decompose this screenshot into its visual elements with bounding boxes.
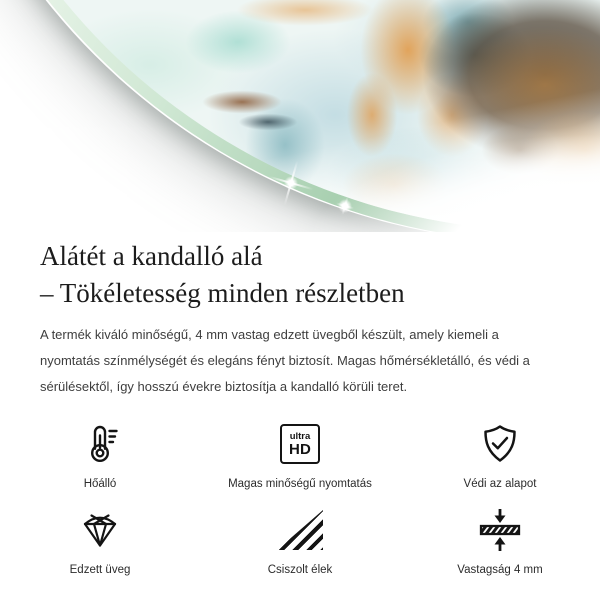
- ultra-hd-text-top: ultra: [289, 430, 311, 442]
- page-title-line1: Alátét a kandalló alá: [40, 241, 263, 271]
- feature-label: Vastagság 4 mm: [457, 564, 543, 576]
- ultra-hd-text-bottom: HD: [288, 440, 312, 458]
- ultra-hd-icon: [280, 420, 320, 468]
- diamond-icon: [78, 506, 122, 554]
- thickness-icon: [477, 506, 523, 554]
- feature-label: Védi az alapot: [463, 478, 537, 490]
- feature-thickness: [400, 506, 600, 576]
- shield-check-icon: [478, 420, 522, 468]
- feature-label: Csiszolt élek: [267, 564, 333, 576]
- product-photo: [0, 0, 600, 232]
- feature-label: Edzett üveg: [69, 564, 131, 576]
- product-content: [0, 232, 600, 400]
- feature-polished-edges: [200, 506, 400, 576]
- feature-label: Magas minőségű nyomtatás: [228, 478, 372, 490]
- product-description: A termék kiváló minőségű, 4 mm vastag edzett üvegből készült, amely kiemeli a nyomtatás színmélységét és elegáns fényt biztosít. Magas hőmérsékletálló, és védi a sérülésektől, így hosszú évekre biztosítja a kandalló körüli teret.: [40, 327, 530, 394]
- page-title-line2: – Tökéletesség minden részletben: [40, 278, 405, 308]
- feature-print-quality: [200, 420, 400, 490]
- feature-tempered-glass: [0, 506, 200, 576]
- features-grid: [0, 420, 600, 576]
- page-title: [40, 238, 556, 312]
- feature-heat-resistant: [0, 420, 200, 490]
- feature-label: Hőálló: [83, 478, 117, 490]
- polished-edge-icon: [277, 506, 323, 554]
- feature-protects-base: [400, 420, 600, 490]
- photo-fade: [260, 82, 600, 232]
- thermometer-icon: [78, 420, 122, 468]
